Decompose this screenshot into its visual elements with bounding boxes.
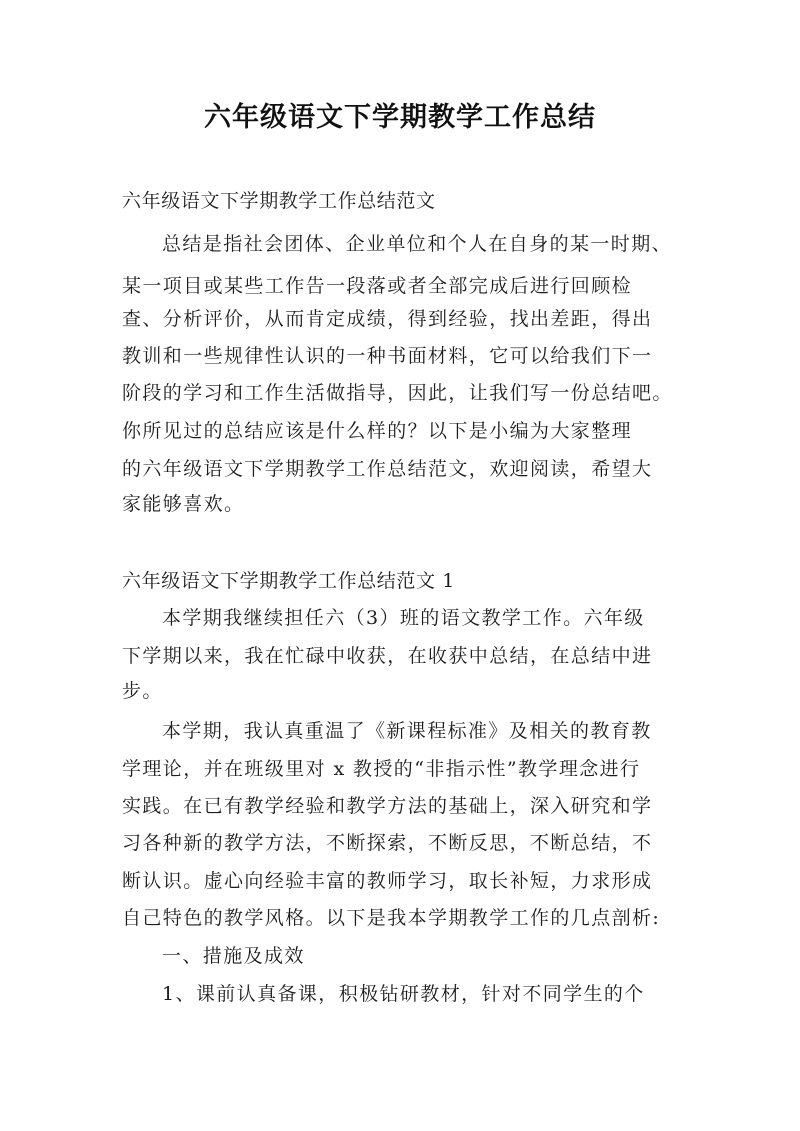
document-title: 六年级语文下学期教学工作总结 [204, 102, 596, 133]
text-line: 自己特色的教学风格。以下是我本学期教学工作的几点剖析: [122, 907, 661, 929]
text-line: 步。 [122, 680, 163, 702]
text-line: 习各种新的教学方法，不断探索，不断反思，不断总结，不 [122, 832, 653, 854]
text-line: 下学期以来，我在忙碌中收获，在收获中总结，在总结中进 [122, 645, 653, 667]
subheading: 一、措施及成效 [162, 945, 305, 967]
text-line: 本学期，我认真重温了《新课程标准》及相关的教育教 [162, 720, 652, 742]
text-line: 阶段的学习和工作生活做指导，因此，让我们写一份总结吧。 [122, 382, 673, 404]
text-line: 查、分析评价，从而肯定成绩，得到经验，找出差距，得出 [122, 308, 653, 330]
section-heading-1: 六年级语文下学期教学工作总结范文 1 [122, 570, 455, 592]
text-line: 总结是指社会团体、企业单位和个人在自身的某一时期、 [162, 233, 673, 255]
text-line: 本学期我继续担任六（3）班的语文教学工作。六年级 [162, 607, 645, 629]
text-line: 家能够喜欢。 [122, 493, 245, 515]
text-line: 教训和一些规律性认识的一种书面材料，它可以给我们下一 [122, 345, 653, 367]
text-line: 你所见过的总结应该是什么样的？以下是小编为大家整理 [122, 420, 633, 442]
text-line: 断认识。虚心向经验丰富的教师学习，取长补短，力求形成 [122, 870, 653, 892]
text-line: 的六年级语文下学期教学工作总结范文，欢迎阅读，希望大 [122, 458, 653, 480]
text-line: 某一项目或某些工作告一段落或者全部完成后进行回顾检 [122, 275, 633, 297]
text-line: 实践。在已有教学经验和教学方法的基础上，深入研究和学 [122, 795, 653, 817]
text-line: 学理论，并在班级里对 x 教授的“非指示性”教学理念进行 [122, 758, 641, 780]
text-line: 1、课前认真备课，积极钻研教材，针对不同学生的个 [162, 983, 645, 1005]
section-heading-intro: 六年级语文下学期教学工作总结范文 [122, 190, 436, 212]
